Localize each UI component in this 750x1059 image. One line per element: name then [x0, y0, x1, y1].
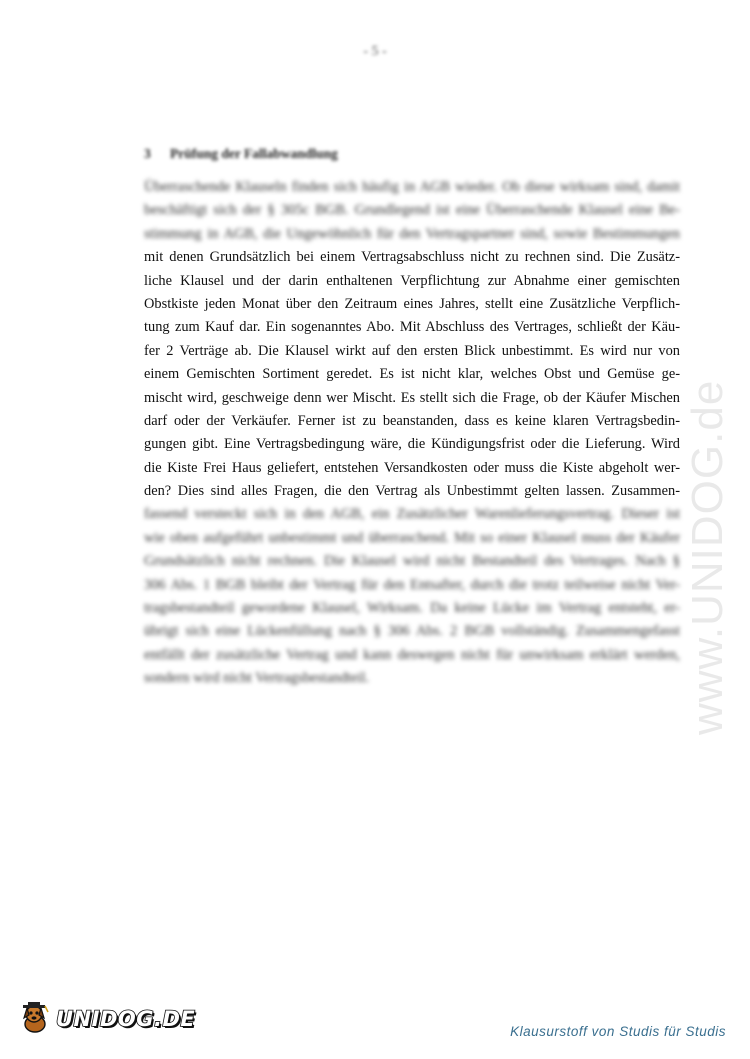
- section-title: Prüfung der Fallabwandlung: [170, 146, 338, 161]
- body-text: [144, 176, 680, 691]
- text-line: die Kiste Frei Haus geliefert, entstehen Versandkosten oder muss die Kiste abgeholt wer-: [144, 459, 680, 476]
- section-heading: [144, 146, 338, 162]
- text-line: übrigt sich eine Lückenfüllung nach § 306 Abs. 2 BGB vollständig. Zusammengefasst: [144, 623, 680, 640]
- text-line: einem Gemischten Sortiment geredet. Es ist nicht klar, welches Obst und Gemüse ge-: [144, 366, 680, 383]
- text-line: mit denen Grundsätzlich bei einem Vertragsabschluss nicht zu rechnen sind. Die Zusätz-: [144, 249, 680, 266]
- text-line: stimmung in AGB, die Ungewöhnlich für den Vertragspartner sind, sowie Bestimmungen: [144, 225, 680, 242]
- text-line: wie oben aufgeführt unbestimmt und überraschend. Mit so einer Klausel muss der Käufer: [144, 529, 680, 546]
- text-line: darf oder der Verkäufer. Ferner ist zu beanstanden, dass es keine klaren Vertragsbedin-: [144, 412, 680, 429]
- text-line: Obstkiste jeden Monat über den Zeitraum eines Jahres, stellt eine Zusätzliche Verpflich-: [144, 295, 680, 312]
- text-line: 306 Abs. 1 BGB bleibt der Vertrag für den Entsafter, durch die trotz teilweise nicht Ver-: [144, 576, 680, 593]
- text-line: gungen gibt. Eine Vertragsbedingung wäre, die Kündigungsfrist oder die Lieferung. Wird: [144, 436, 680, 453]
- visible-paragraph: [144, 246, 680, 503]
- text-line: tragsbestandteil gewordene Klausel, Wirksam. Da keine Lücke im Vertrag entsteht, er-: [144, 600, 680, 617]
- text-line: tung zum Kauf dar. Ein sogenanntes Abo. Mit Abschluss des Vertrages, schließt der Käu-: [144, 319, 680, 336]
- text-line: entfällt der zusätzliche Vertrag und kann deswegen nicht für unwirksam erklärt werden,: [144, 646, 680, 663]
- text-line: fer 2 Verträge ab. Die Klausel wirkt auf den ersten Blick unbestimmt. Es wird nur von: [144, 342, 680, 359]
- blurred-outro-paragraph: [144, 503, 680, 690]
- text-line: mischt wird, geschweige denn wer Mischt. Es stellt sich die Frage, ob der Käufer Mischen: [144, 389, 680, 406]
- dog-mascot-icon: [20, 1002, 54, 1036]
- text-line: fassend versteckt sich in den AGB, ein Zusätzlicher Warenlieferungsvertrag. Dieser ist: [144, 506, 680, 523]
- blurred-intro-paragraph: [144, 176, 680, 246]
- page-number: - 5 -: [363, 44, 387, 59]
- footer-tagline: Klausurstoff von Studis für Studis: [510, 1024, 726, 1039]
- unidog-logo[interactable]: [20, 1002, 195, 1036]
- text-line: sondern wird nicht Vertragsbestandteil.: [144, 670, 370, 687]
- text-line: beschäftigt sich der § 305c BGB. Grundlegend ist eine Überraschende Klausel eine Be-: [144, 202, 680, 219]
- watermark: www.UNIDOG.de: [683, 379, 732, 735]
- text-line: Grundsätzlich nicht rechnen. Die Klausel wird nicht Bestandteil des Vertrages. Nach §: [144, 553, 680, 570]
- section-number: 3: [144, 146, 151, 161]
- text-line: liche Klausel und der darin enthaltenen Verpflichtung zur Abnahme einer gemischten: [144, 272, 680, 289]
- logo-text: UNIDOG.DE: [56, 1007, 196, 1031]
- text-line: den? Dies sind alles Fragen, die den Vertrag als Unbestimmt gelten lassen. Zusammen-: [144, 483, 680, 500]
- text-line: Überraschende Klauseln finden sich häufig in AGB wieder. Ob diese wirksam sind, damit: [144, 179, 680, 195]
